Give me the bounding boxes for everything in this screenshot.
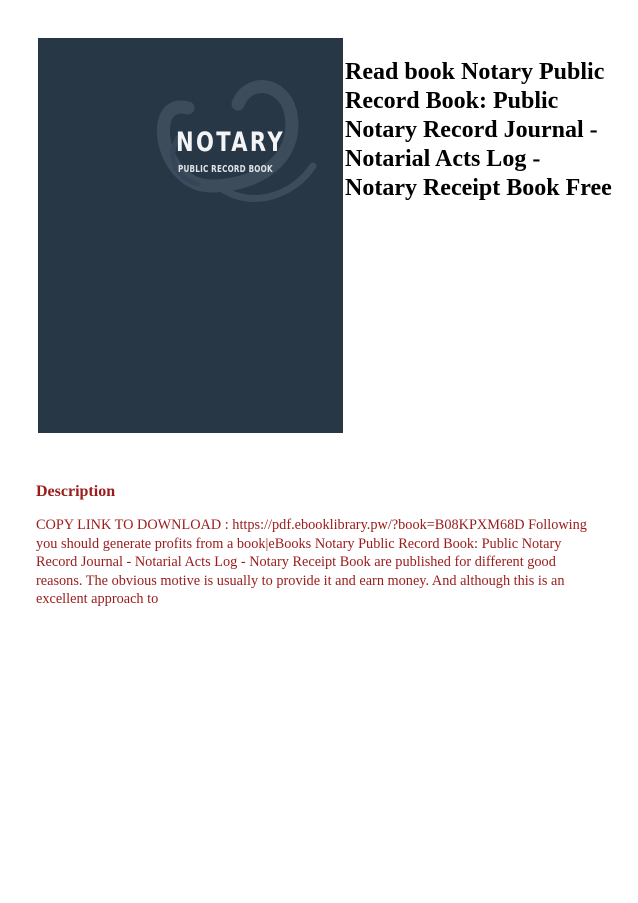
description-heading: Description xyxy=(36,483,116,500)
book-cover-image xyxy=(38,38,343,433)
description-body: COPY LINK TO DOWNLOAD : https://pdf.ebooklibrary.pw/?book=B08KPXM68D Following you should generate profits from a book|eBooks Notary Public Record Book: Public Notary Record Journal - Notarial Acts Log - Notary Receipt Book are published for different good reasons. The obvious motive is usually to provide it and earn money. And although this is an excellent approach to xyxy=(36,517,587,608)
cover-title: NOTARY xyxy=(176,127,285,158)
cover-subtitle: PUBLIC RECORD BOOK xyxy=(178,164,273,175)
swirl-ornament-icon xyxy=(38,38,343,433)
page-title: Read book Notary Public Record Book: Public Notary Record Journal - Notarial Acts Log - Notary Receipt Book Free xyxy=(345,59,612,201)
